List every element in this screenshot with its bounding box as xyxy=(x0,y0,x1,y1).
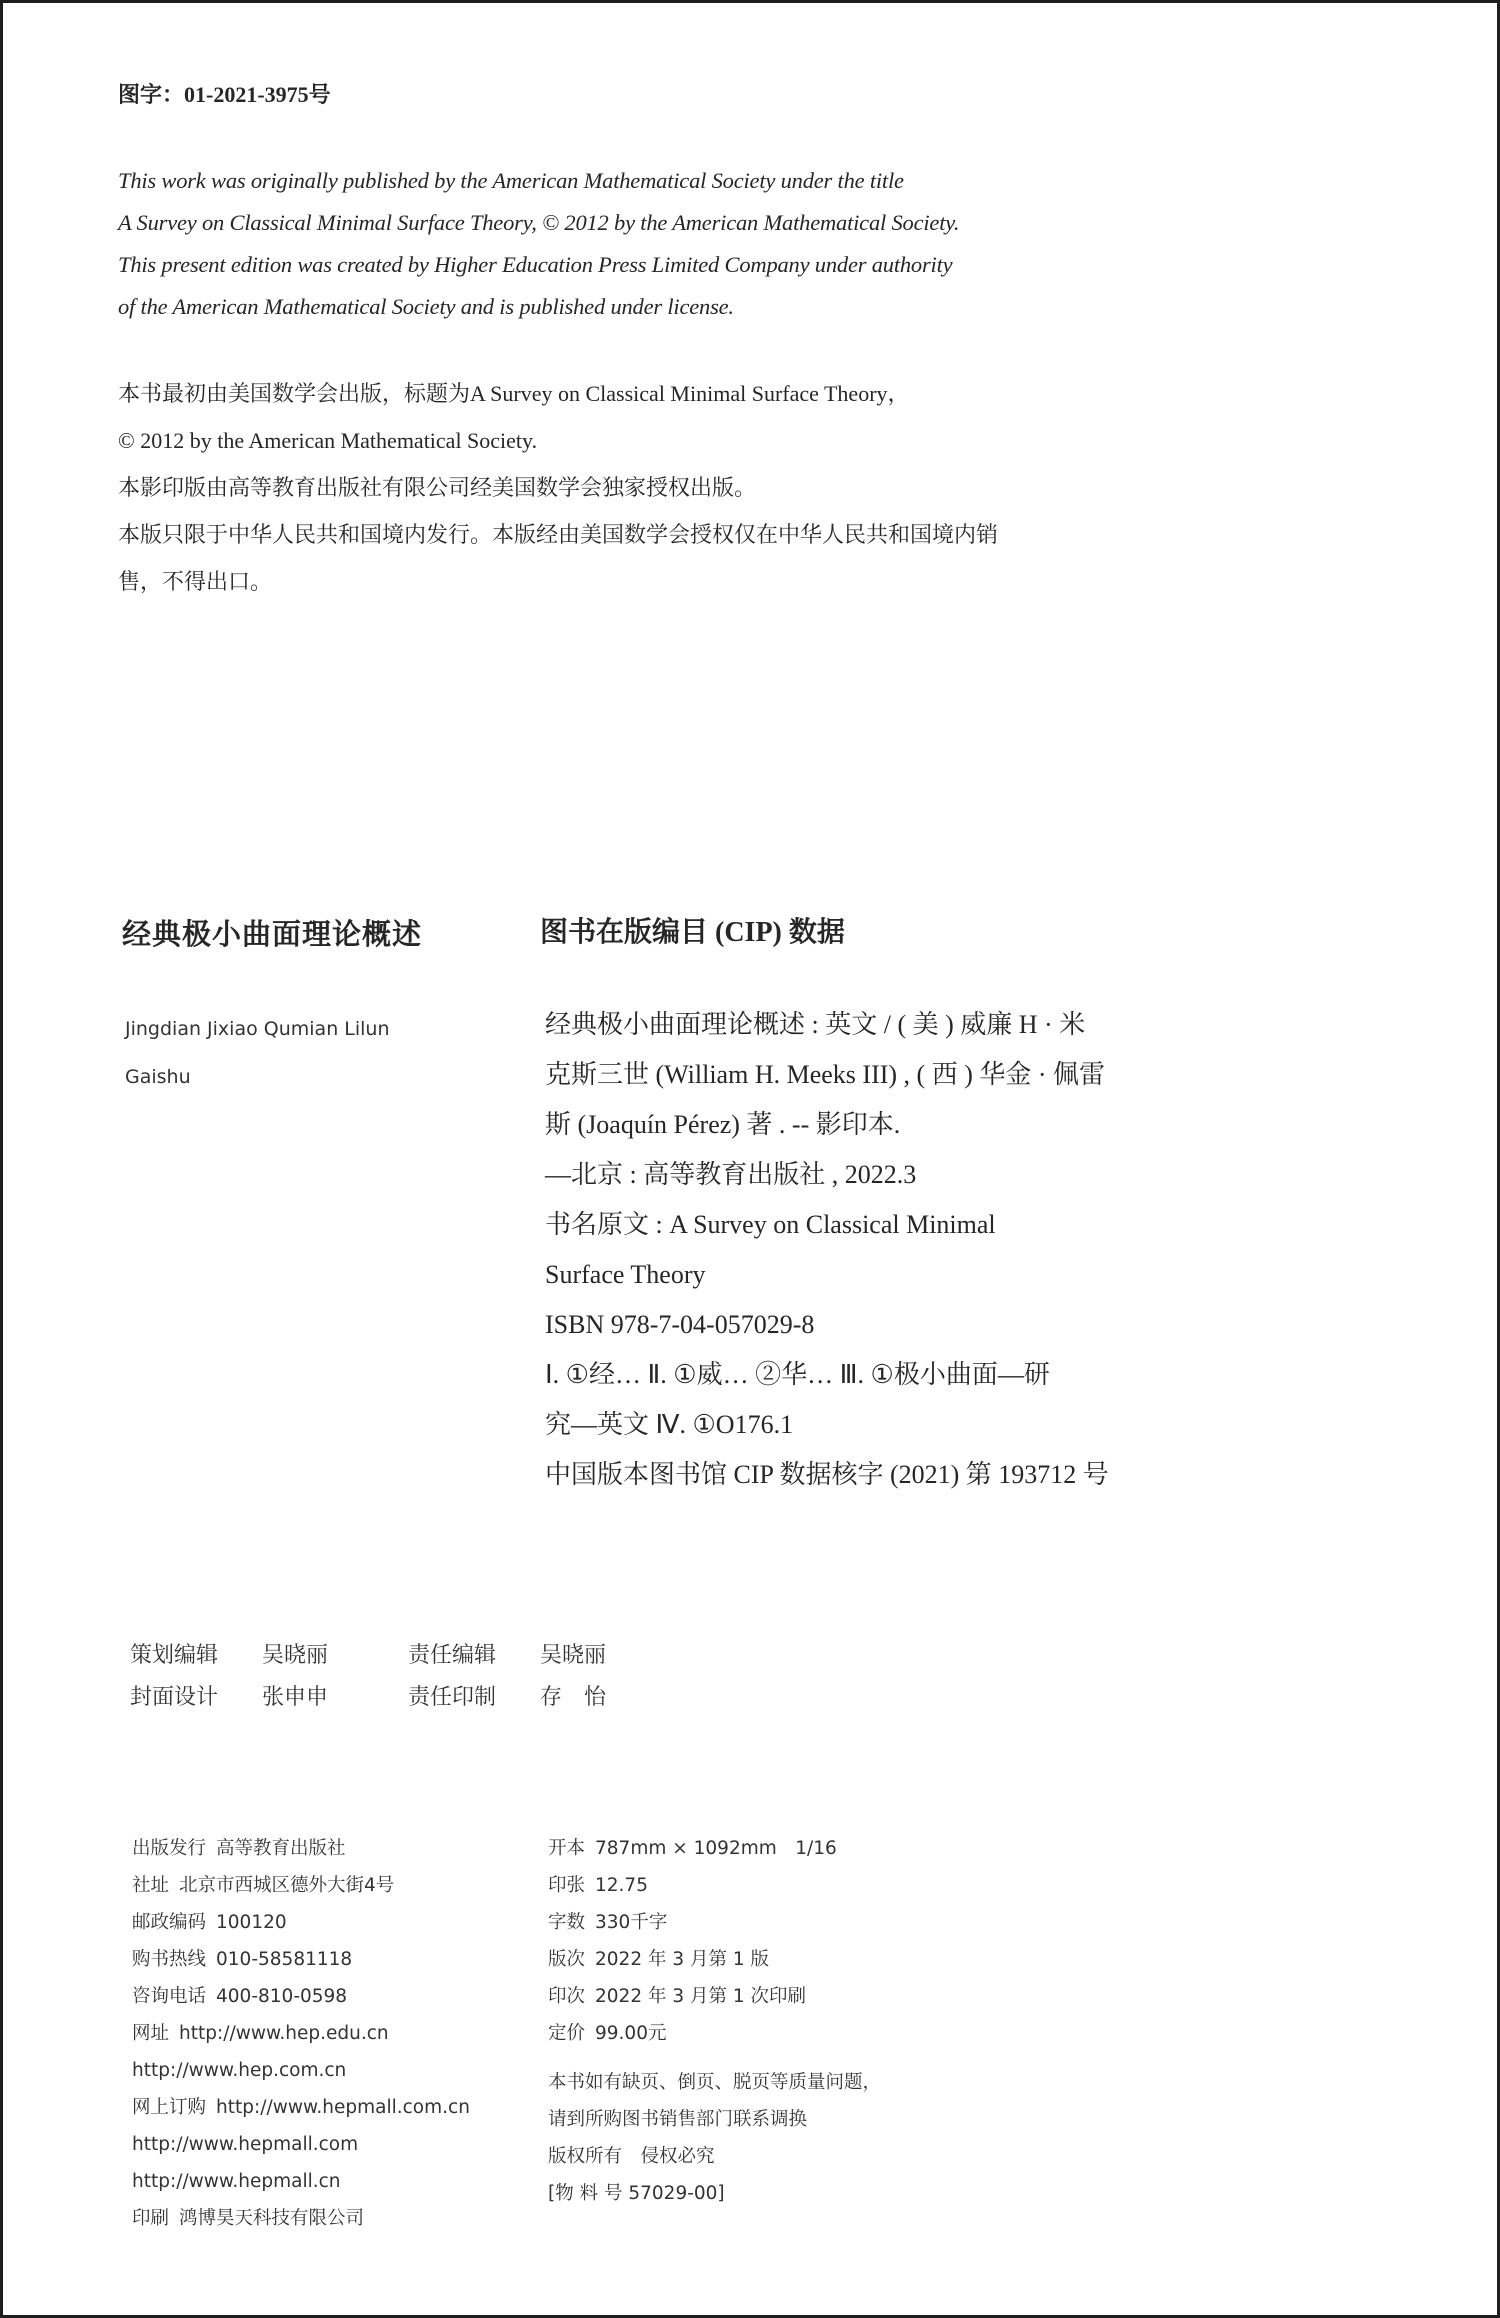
spec-value: 2022 年 3 月第 1 次印刷 xyxy=(595,1986,807,2007)
pinyin-line: Jingdian Jixiao Qumian Lilun xyxy=(125,1018,390,1040)
publisher-value: 北京市西城区德外大街4号 xyxy=(179,1875,395,1896)
website-link[interactable]: http://www.hepmall.com xyxy=(132,2134,359,2155)
publisher-label: 社址 xyxy=(132,1875,170,1896)
english-copyright-notice xyxy=(118,160,959,328)
book-title-pinyin xyxy=(125,1005,390,1101)
spec-label: 版次 xyxy=(548,1949,586,1970)
spec-label: 开本 xyxy=(548,1838,586,1859)
publisher-row xyxy=(132,2200,470,2237)
website-link[interactable]: http://www.hep.edu.cn xyxy=(179,2023,389,2044)
spec-label: 印张 xyxy=(548,1875,586,1896)
credit-name: 吴晓丽 xyxy=(262,1643,329,1668)
publisher-value: 010-58581118 xyxy=(216,1949,353,1970)
notice-line: 本书如有缺页、倒页、脱页等质量问题， xyxy=(548,2072,882,2093)
publisher-row xyxy=(132,1941,470,1978)
spec-value: 2022 年 3 月第 1 版 xyxy=(595,1949,770,1970)
material-number: [物 料 号 57029-00] xyxy=(548,2183,725,2204)
credit-row xyxy=(130,1677,686,1719)
spec-value: 12.75 xyxy=(595,1875,648,1896)
spec-label: 字数 xyxy=(548,1912,586,1933)
publisher-row xyxy=(132,1978,470,2015)
publisher-value: 400-810-0598 xyxy=(216,1986,348,2007)
publisher-value: 100120 xyxy=(216,1912,287,1933)
cip-line: 斯 (Joaquín Pérez) 著 . -- 影印本. xyxy=(545,1110,901,1139)
credit-name: 吴晓丽 xyxy=(540,1643,607,1668)
cip-line: 书名原文 : A Survey on Classical Minimal xyxy=(545,1210,996,1239)
website-link[interactable]: http://www.hep.com.cn xyxy=(132,2060,347,2081)
credit-role: 封面设计 xyxy=(130,1685,219,1710)
spec-value: 787mm × 1092mm 1/16 xyxy=(595,1838,837,1859)
publisher-row xyxy=(132,1867,470,1904)
publisher-label: 印刷 xyxy=(132,2208,170,2229)
chinese-notice-line: 本版只限于中华人民共和国境内发行。本版经由美国数学会授权仅在中华人民共和国境内销 xyxy=(118,522,999,547)
spec-row xyxy=(548,1867,881,1904)
website-link[interactable]: http://www.hepmall.cn xyxy=(132,2171,341,2192)
import-permit-number: 图字：01-2021-3975号 xyxy=(118,82,331,107)
credit-name: 存 怡 xyxy=(540,1685,607,1710)
price: 99.00元 xyxy=(595,2023,667,2044)
english-notice-line: This work was originally published by the American Mathematical Society under the title xyxy=(118,168,904,193)
print-specifications xyxy=(548,1830,881,2212)
credit-role: 责任编辑 xyxy=(408,1643,497,1668)
chinese-copyright-notice xyxy=(118,370,998,605)
book-title: 经典极小曲面理论概述 xyxy=(122,917,423,951)
cip-line: 经典极小曲面理论概述 : 英文 / ( 美 ) 威廉 H · 米 xyxy=(545,1010,1086,1039)
notice-line: 请到所购图书销售部门联系调换 xyxy=(548,2109,808,2130)
cip-line: —北京 : 高等教育出版社 , 2022.3 xyxy=(545,1160,917,1189)
publisher-label: 购书热线 xyxy=(132,1949,207,1970)
spec-row xyxy=(548,1830,881,1867)
publisher-label: 邮政编码 xyxy=(132,1912,207,1933)
publisher-row xyxy=(132,2052,470,2089)
copyright-line: 版权所有 侵权必究 xyxy=(548,2146,715,2167)
english-notice-line: This present edition was created by Higher Education Press Limited Company under authority xyxy=(118,252,953,277)
spec-label: 印次 xyxy=(548,1986,586,2007)
chinese-notice-line: © 2012 by the American Mathematical Society. xyxy=(118,428,538,453)
publisher-value: 鸿博昊天科技有限公司 xyxy=(179,2208,365,2229)
cip-record-number: 中国版本图书馆 CIP 数据核字 (2021) 第 193712 号 xyxy=(545,1460,1109,1489)
spec-row xyxy=(548,2015,881,2052)
cip-heading: 图书在版编目 (CIP) 数据 xyxy=(540,917,845,948)
chinese-notice-line: 本书最初由美国数学会出版，标题为A Survey on Classical Minimal Surface Theory， xyxy=(118,381,910,406)
publisher-row xyxy=(132,2089,470,2126)
publisher-label: 咨询电话 xyxy=(132,1986,207,2007)
cip-line: 克斯三世 (William H. Meeks III) , ( 西 ) 华金 · 佩雷 xyxy=(545,1060,1106,1089)
publisher-row xyxy=(132,2015,470,2052)
publisher-row xyxy=(132,2163,470,2200)
cip-data xyxy=(545,1000,1109,1500)
publisher-info xyxy=(132,1830,470,2237)
cip-line: 究—英文 Ⅳ. ①O176.1 xyxy=(545,1410,794,1439)
cip-line: Surface Theory xyxy=(545,1260,706,1289)
chinese-notice-line: 售，不得出口。 xyxy=(118,569,273,594)
isbn: ISBN 978-7-04-057029-8 xyxy=(545,1310,815,1339)
credit-row xyxy=(130,1635,686,1677)
publisher-label: 出版发行 xyxy=(132,1838,207,1859)
credit-name: 张申申 xyxy=(262,1685,329,1710)
credit-role: 责任印制 xyxy=(408,1685,497,1710)
quality-notice xyxy=(548,2064,881,2212)
spec-row xyxy=(548,1904,881,1941)
publisher-value: 高等教育出版社 xyxy=(216,1838,346,1859)
pinyin-line: Gaishu xyxy=(125,1066,191,1088)
publisher-label: 网上订购 xyxy=(132,2097,207,2118)
english-notice-line: of the American Mathematical Society and is published under license. xyxy=(118,294,734,319)
spec-label: 定价 xyxy=(548,2023,586,2044)
chinese-notice-line: 本影印版由高等教育出版社有限公司经美国数学会独家授权出版。 xyxy=(118,475,757,500)
credit-role: 策划编辑 xyxy=(130,1643,219,1668)
publisher-label: 网址 xyxy=(132,2023,170,2044)
editorial-credits xyxy=(130,1635,686,1719)
cip-line: Ⅰ. ①经… Ⅱ. ①威… ②华… Ⅲ. ①极小曲面—研 xyxy=(545,1360,1050,1389)
spec-value: 330千字 xyxy=(595,1912,668,1933)
spec-row xyxy=(548,1978,881,2015)
publisher-row xyxy=(132,1904,470,1941)
website-link[interactable]: http://www.hepmall.com.cn xyxy=(216,2097,470,2118)
publisher-row xyxy=(132,2126,470,2163)
english-notice-line: A Survey on Classical Minimal Surface Theory, © 2012 by the American Mathematical Society. xyxy=(118,210,960,235)
publisher-row xyxy=(132,1830,470,1867)
spec-row xyxy=(548,1941,881,1978)
